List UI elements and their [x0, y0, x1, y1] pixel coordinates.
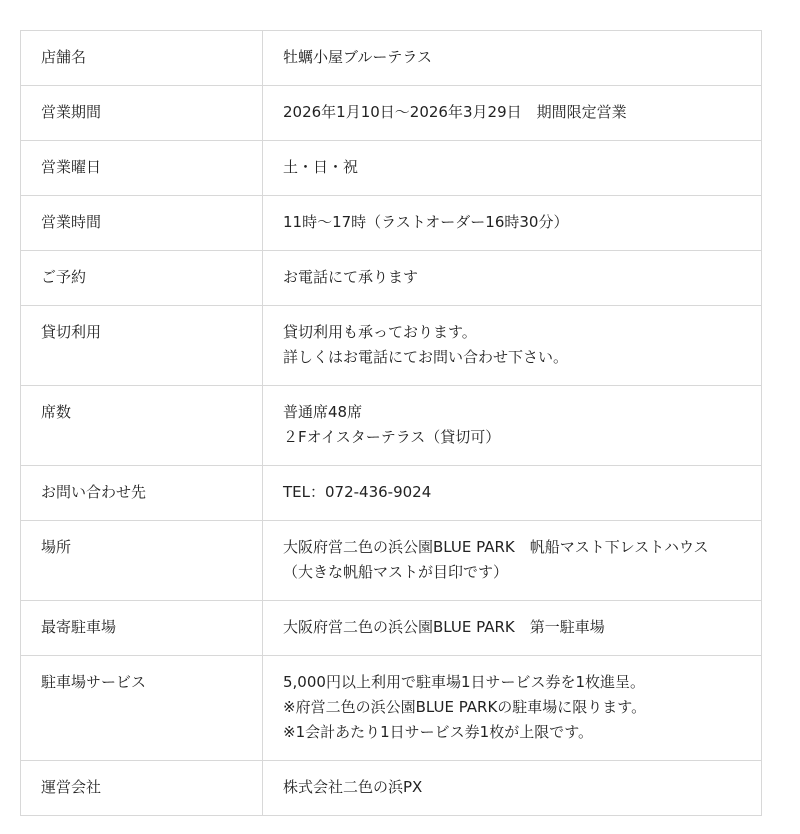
table-row-business-days	[21, 141, 762, 196]
row-label: 営業曜日	[21, 141, 263, 196]
row-value: 普通席48席 ２Fオイスターテラス（貸切可）	[263, 386, 762, 466]
row-label: 店舗名	[21, 31, 263, 86]
row-label: 席数	[21, 386, 263, 466]
row-value: 5,000円以上利用で駐車場1日サービス券を1枚進呈。 ※府営二色の浜公園BLUE PARKの駐車場に限ります。 ※1会計あたり1日サービス券1枚が上限です。	[263, 656, 762, 761]
row-value: 土・日・祝	[263, 141, 762, 196]
row-value: 牡蠣小屋ブルーテラス	[263, 31, 762, 86]
table-row-location	[21, 521, 762, 601]
row-label: 場所	[21, 521, 263, 601]
table-row-operator	[21, 761, 762, 816]
row-value: 2026年1月10日～2026年3月29日 期間限定営業	[263, 86, 762, 141]
row-value: お電話にて承ります	[263, 251, 762, 306]
row-value: 11時～17時（ラストオーダー16時30分）	[263, 196, 762, 251]
table-row-parking-service	[21, 656, 762, 761]
row-label: お問い合わせ先	[21, 466, 263, 521]
row-label: ご予約	[21, 251, 263, 306]
table-row-business-period	[21, 86, 762, 141]
row-label: 駐車場サービス	[21, 656, 263, 761]
table-row-private-use	[21, 306, 762, 386]
table-row-business-hours	[21, 196, 762, 251]
row-label: 最寄駐車場	[21, 601, 263, 656]
row-label: 営業期間	[21, 86, 263, 141]
row-value: 大阪府営二色の浜公園BLUE PARK 第一駐車場	[263, 601, 762, 656]
table-row-contact	[21, 466, 762, 521]
row-label: 運営会社	[21, 761, 263, 816]
table-row-reservation	[21, 251, 762, 306]
store-info-table	[20, 30, 762, 816]
table-row-seats	[21, 386, 762, 466]
table-row-nearest-parking	[21, 601, 762, 656]
row-value: 貸切利用も承っております。 詳しくはお電話にてお問い合わせ下さい。	[263, 306, 762, 386]
row-label: 営業時間	[21, 196, 263, 251]
row-value: 大阪府営二色の浜公園BLUE PARK 帆船マスト下レストハウス （大きな帆船マストが目印です）	[263, 521, 762, 601]
row-label: 貸切利用	[21, 306, 263, 386]
row-value: TEL：072-436-9024	[263, 466, 762, 521]
table-row-store-name	[21, 31, 762, 86]
row-value: 株式会社二色の浜PX	[263, 761, 762, 816]
